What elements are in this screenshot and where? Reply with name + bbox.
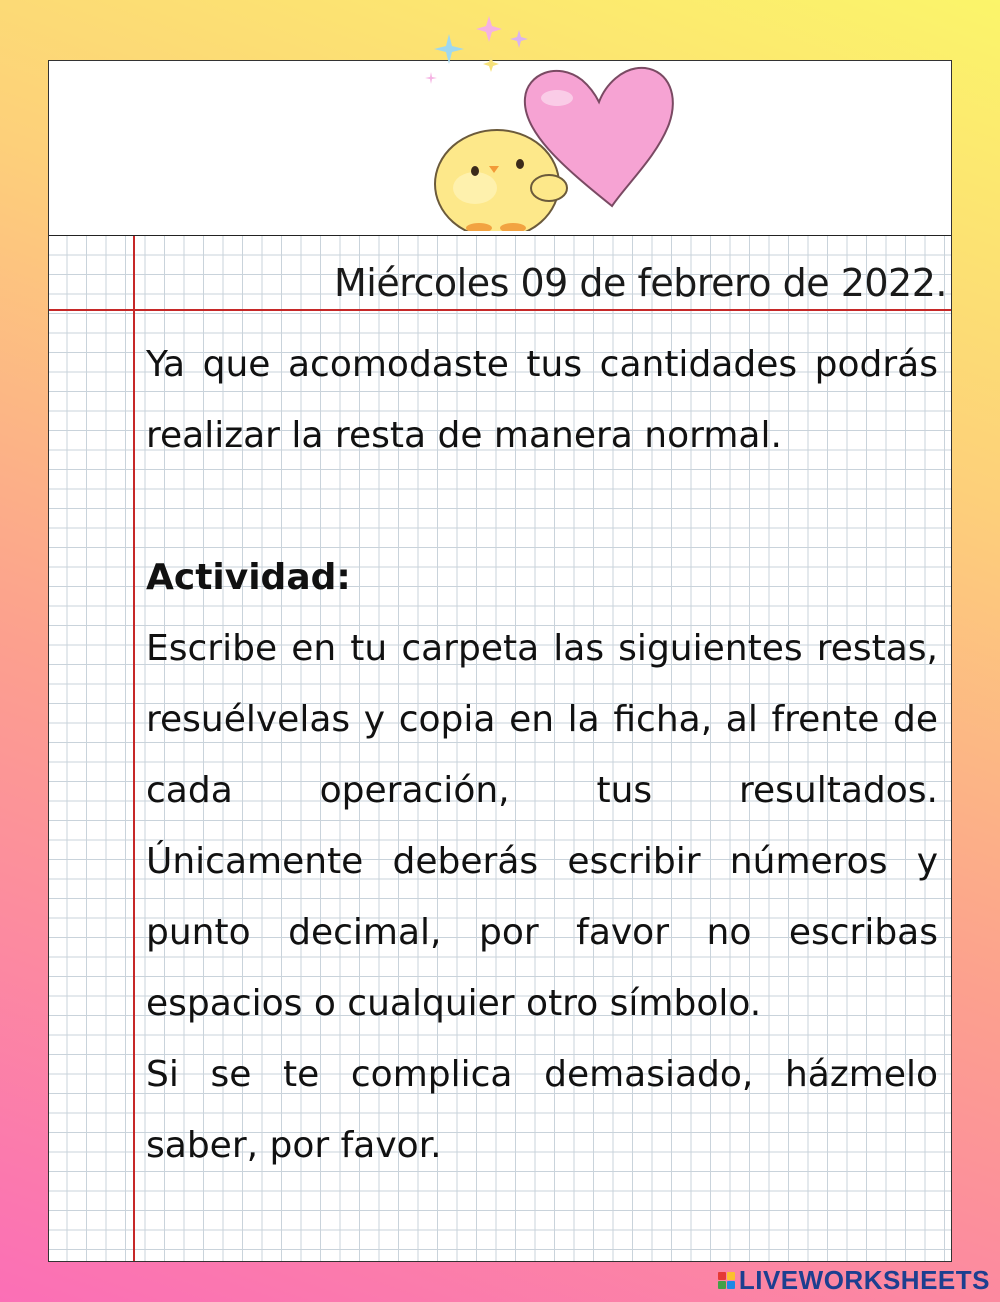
date-underline xyxy=(49,309,951,311)
activity-paragraph: Escribe en tu carpeta las siguientes restas, resuélvelas y copia en la ficha, al frente de cada operación, tus resultados. Únicamente deberás escribir números y punto decimal, por favor no escribas espacios o cualquier otro símbolo. xyxy=(146,628,938,1024)
sparkles-icon xyxy=(425,16,528,84)
activity-title: Actividad: xyxy=(146,557,351,598)
intro-paragraph: Ya que acomodaste tus cantidades podrás realizar la resta de manera normal. xyxy=(146,344,938,456)
notebook-sheet xyxy=(48,60,952,1262)
closing-paragraph: Si se te complica demasiado, házmelo saber, por favor. xyxy=(146,1054,938,1166)
liveworksheets-logo-icon xyxy=(718,1272,735,1289)
chick-holding-heart-icon xyxy=(417,16,677,231)
watermark-text: LIVEWORKSHEETS xyxy=(738,1265,990,1295)
margin-line xyxy=(133,236,135,1261)
liveworksheets-watermark xyxy=(718,1265,990,1296)
spacer xyxy=(146,471,938,542)
instructions-text xyxy=(146,329,938,1181)
page-date: Miércoles 09 de febrero de 2022. xyxy=(333,261,947,305)
